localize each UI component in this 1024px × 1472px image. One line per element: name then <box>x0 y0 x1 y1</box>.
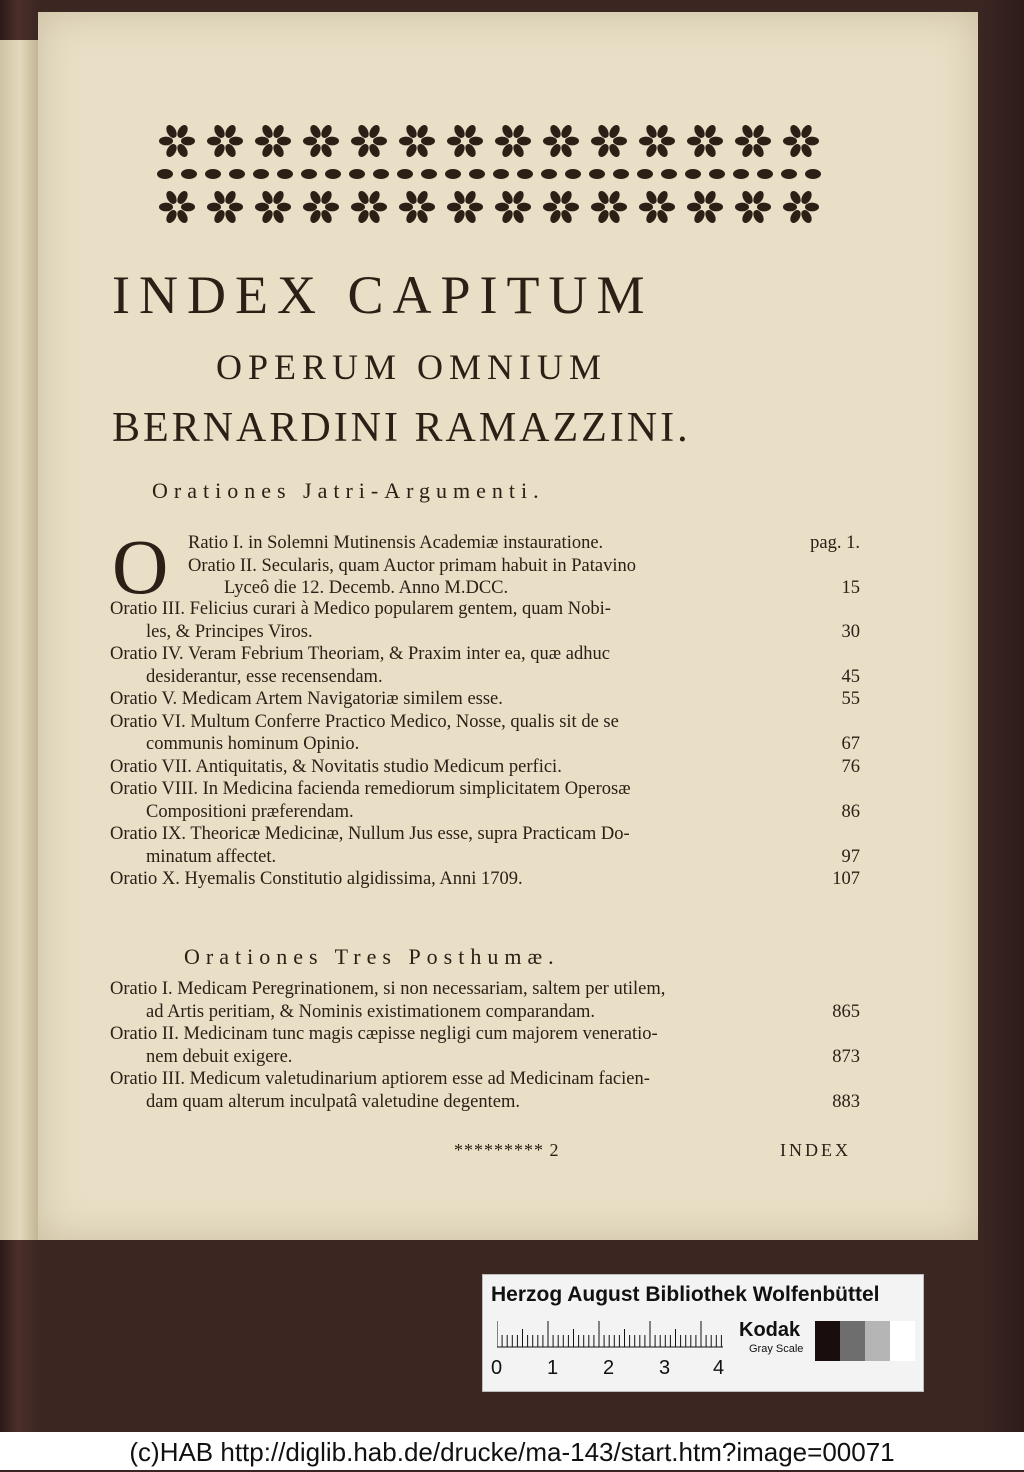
ornamental-header-band <box>153 119 825 229</box>
page-number: 86 <box>841 801 860 822</box>
ruler-scale <box>497 1319 723 1349</box>
index-entry <box>110 756 860 779</box>
page-number: 97 <box>841 846 860 867</box>
gray-swatches <box>815 1321 915 1361</box>
entry-line <box>110 1068 860 1091</box>
gray-swatch <box>865 1321 890 1361</box>
entry-line <box>110 846 860 869</box>
entry-text: Oratio II. Medicinam tunc magis cæpisse negligi cum majorem veneratio- <box>110 1024 658 1044</box>
gray-swatch <box>890 1321 915 1361</box>
entry-text: Oratio II. Secularis, quam Auctor primam habuit in Patavino <box>188 555 637 576</box>
entry-text: Oratio IX. Theoricæ Medicinæ, Nullum Jus esse, supra Practicam Do- <box>110 824 630 844</box>
entry-text: Compositioni præferendam. <box>146 801 354 822</box>
gray-scale-label: Gray Scale <box>749 1343 804 1355</box>
section-heading-orationes: Orationes Jatri-Argumenti. <box>152 478 545 503</box>
entry-text: communis hominum Opinio. <box>146 734 360 754</box>
entry-line <box>110 666 860 689</box>
entry-text: Oratio III. Felicius curari à Medico popularem gentem, quam Nobi- <box>110 599 611 619</box>
page-number: 55 <box>841 689 860 709</box>
index-entry <box>110 868 860 891</box>
entry-text: Oratio VII. Antiquitatis, & Novitatis studio Medicum perfici. <box>110 756 562 777</box>
entry-text: Oratio I. Medicam Peregrinationem, si non necessariam, saltem per utilem, <box>110 979 666 999</box>
entry-text: les, & Principes Viros. <box>146 621 313 642</box>
index-entry <box>110 688 860 711</box>
entry-text: Ratio I. in Solemni Mutinensis Academiæ instauratione. <box>188 533 604 553</box>
page-number: 873 <box>832 1046 860 1067</box>
entry-line <box>188 577 860 600</box>
entry-text: desiderantur, esse recensendam. <box>146 666 383 687</box>
entry-line <box>110 868 860 891</box>
entry-line <box>110 1023 860 1046</box>
entry-text: dam quam alterum inculpatâ valetudine degentem. <box>146 1091 520 1112</box>
entries-section2 <box>110 978 860 1113</box>
page-number: 883 <box>832 1091 860 1112</box>
drop-cap: O <box>112 523 169 610</box>
entry-line <box>110 756 860 779</box>
signature-mark: ********* 2 <box>454 1140 560 1160</box>
left-page-edge <box>0 40 40 1240</box>
entry-line <box>110 711 860 734</box>
entry-text: Oratio IV. Veram Febrium Theoriam, & Praxim inter ea, quæ adhuc <box>110 644 610 664</box>
page-number: 107 <box>832 869 860 889</box>
entry-line <box>110 733 860 756</box>
entry-text: ad Artis peritiam, & Nominis existimationem comparandam. <box>146 1001 596 1022</box>
index-entry <box>110 1023 860 1068</box>
page-number: 67 <box>841 734 860 754</box>
ruler-number: 2 <box>603 1357 615 1379</box>
page-number: 865 <box>832 1001 860 1022</box>
kodak-logo: Kodak <box>739 1319 801 1341</box>
ruler-number: 3 <box>659 1357 671 1379</box>
entry-line <box>110 1091 860 1114</box>
title-author: BERNARDINI RAMAZZINI. <box>112 405 691 451</box>
index-entry <box>110 643 860 688</box>
page-number: pag. 1. <box>810 533 860 553</box>
library-color-card <box>482 1274 924 1392</box>
entry-line <box>110 688 860 711</box>
entry-text: Lyceô die 12. Decemb. Anno M.DCC. <box>224 578 509 598</box>
entry-line <box>110 778 860 801</box>
page-number: 30 <box>841 621 860 642</box>
gray-swatch <box>815 1321 840 1361</box>
first-entry <box>188 532 860 600</box>
page-number: 15 <box>841 578 860 598</box>
entry-line <box>110 621 860 644</box>
entry-line <box>188 532 860 555</box>
page-footer <box>98 1140 858 1164</box>
entry-text: Oratio VIII. In Medicina facienda remediorum simplicitatem Operosæ <box>110 779 631 799</box>
library-name: Herzog August Bibliothek Wolfenbüttel <box>491 1283 880 1306</box>
entry-text: Oratio X. Hyemalis Constitutio algidissima, Anni 1709. <box>110 869 523 889</box>
entry-line <box>110 801 860 824</box>
catchword: INDEX <box>780 1140 851 1160</box>
index-entry <box>110 1068 860 1113</box>
entries-section1 <box>110 598 860 891</box>
entry-line <box>110 823 860 846</box>
entry-line <box>110 598 860 621</box>
gray-swatch <box>840 1321 865 1361</box>
section-heading-posthumae: Orationes Tres Posthumæ. <box>184 944 560 969</box>
book-page <box>38 12 978 1240</box>
title-operum-omnium: OPERUM OMNIUM <box>216 347 608 387</box>
source-credit: (c)HAB http://diglib.hab.de/drucke/ma-143/start.htm?image=00071 <box>0 1432 1024 1470</box>
index-entry <box>110 598 860 643</box>
entry-line <box>110 1001 860 1024</box>
entry-line <box>110 643 860 666</box>
entry-text: Oratio VI. Multum Conferre Practico Medico, Nosse, qualis sit de se <box>110 711 619 732</box>
entry-line <box>188 555 860 578</box>
index-entry <box>110 711 860 756</box>
ruler-number: 0 <box>491 1357 503 1379</box>
title-index-capitum: INDEX CAPITUM <box>112 265 654 325</box>
entry-line <box>110 1046 860 1069</box>
entry-line <box>110 978 860 1001</box>
entry-text: nem debuit exigere. <box>146 1046 293 1067</box>
page-number: 76 <box>841 756 860 777</box>
entry-text: Oratio V. Medicam Artem Navigatoriæ similem esse. <box>110 689 503 709</box>
entry-text: Oratio III. Medicum valetudinarium aptiorem esse ad Medicinam facien- <box>110 1069 650 1089</box>
index-entry <box>110 978 860 1023</box>
page-number: 45 <box>841 666 860 687</box>
index-entry <box>110 778 860 823</box>
ruler-number: 4 <box>713 1357 725 1379</box>
index-entry <box>110 823 860 868</box>
entry-text: minatum affectet. <box>146 846 277 867</box>
ruler-number: 1 <box>547 1357 559 1379</box>
